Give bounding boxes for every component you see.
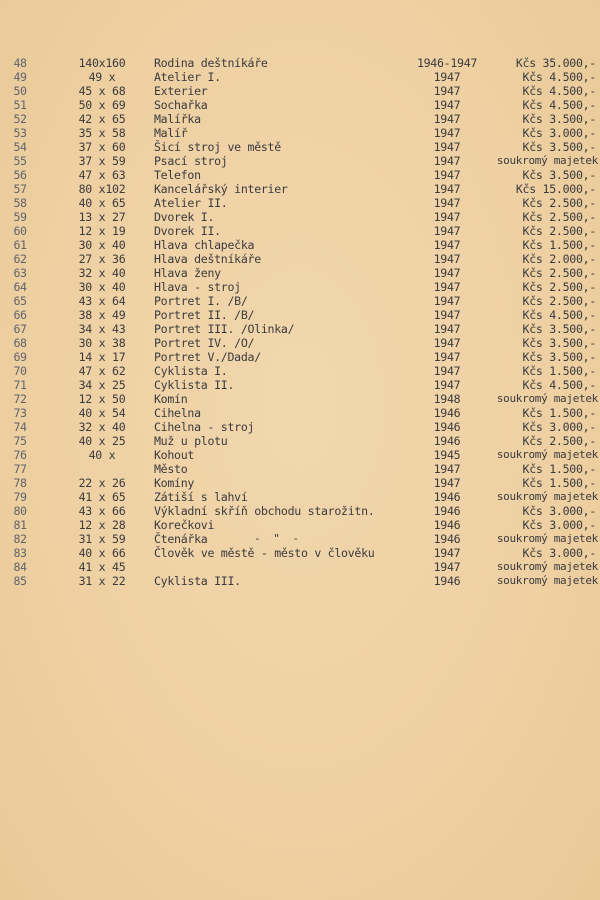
- item-price: Kčs 3.000,-: [522, 546, 596, 560]
- item-dimensions: 45 x 68: [78, 84, 126, 98]
- item-number: 80: [13, 504, 27, 518]
- item-price: Kčs 3.500,-: [522, 168, 596, 182]
- item-year: 1946: [433, 420, 461, 434]
- item-number: 77: [13, 462, 27, 476]
- item-price: soukromý majetek: [496, 490, 598, 503]
- list-item: [0, 280, 600, 294]
- item-year: 1946: [433, 434, 461, 448]
- item-title: Cyklista I.: [154, 364, 228, 378]
- item-price: Kčs 3.500,-: [522, 336, 596, 350]
- item-number: 73: [13, 406, 27, 420]
- item-title: Atelier I.: [154, 70, 221, 84]
- item-dimensions: 32 x 40: [78, 266, 126, 280]
- list-item: [0, 322, 600, 336]
- item-dimensions: 31 x 22: [78, 574, 126, 588]
- item-number: 68: [13, 336, 27, 350]
- item-price: Kčs 4.500,-: [522, 84, 596, 98]
- list-item: [0, 84, 600, 98]
- item-year: 1948: [433, 392, 461, 406]
- item-number: 57: [13, 182, 27, 196]
- item-dimensions: 50 x 69: [78, 98, 126, 112]
- item-price: Kčs 1.500,-: [522, 476, 596, 490]
- list-item: [0, 476, 600, 490]
- list-item: [0, 490, 600, 504]
- item-price: Kčs 2.500,-: [522, 280, 596, 294]
- item-number: 54: [13, 140, 27, 154]
- item-number: 64: [13, 280, 27, 294]
- item-title: Cihelna - stroj: [154, 420, 255, 434]
- item-title: Rodina deštníkáře: [154, 56, 268, 70]
- item-price: Kčs 4.500,-: [522, 98, 596, 112]
- item-number: 58: [13, 196, 27, 210]
- list-item: [0, 378, 600, 392]
- list-item: [0, 140, 600, 154]
- list-item: [0, 518, 600, 532]
- list-item: [0, 308, 600, 322]
- item-year: 1946: [433, 518, 461, 532]
- item-dimensions: 31 x 59: [78, 532, 126, 546]
- list-item: [0, 266, 600, 280]
- item-number: 67: [13, 322, 27, 336]
- item-dimensions: 38 x 49: [78, 308, 126, 322]
- item-price: Kčs 2.500,-: [522, 196, 596, 210]
- item-price: soukromý majetek: [496, 392, 598, 405]
- item-year: 1947: [433, 84, 461, 98]
- item-price: Kčs 2.500,-: [522, 294, 596, 308]
- item-year: 1947: [433, 364, 461, 378]
- item-number: 74: [13, 420, 27, 434]
- list-item: [0, 406, 600, 420]
- item-dimensions: 34 x 25: [78, 378, 126, 392]
- item-price: soukromý majetek: [496, 154, 598, 167]
- item-year: 1946: [433, 406, 461, 420]
- item-dimensions: 12 x 50: [78, 392, 126, 406]
- item-dimensions: 27 x 36: [78, 252, 126, 266]
- item-title: Psací stroj: [154, 154, 228, 168]
- item-number: 49: [13, 70, 27, 84]
- item-dimensions: 80 x102: [78, 182, 126, 196]
- item-year: 1947: [433, 336, 461, 350]
- item-title: Portret III. /Olinka/: [154, 322, 295, 336]
- list-item: [0, 462, 600, 476]
- item-year: 1947: [433, 210, 461, 224]
- item-year: 1946: [433, 504, 461, 518]
- item-price: Kčs 3.000,-: [522, 518, 596, 532]
- list-item: [0, 196, 600, 210]
- item-title: Výkladní skříň obchodu starožitn.: [154, 504, 375, 518]
- item-title: Čtenářka: [154, 532, 208, 546]
- item-title: Cihelna: [154, 406, 201, 420]
- item-title: Atelier II.: [154, 196, 228, 210]
- item-dimensions: 30 x 40: [78, 238, 126, 252]
- item-number: 48: [13, 56, 27, 70]
- item-dimensions: 22 x 26: [78, 476, 126, 490]
- item-title: Šicí stroj ve městě: [154, 140, 281, 154]
- item-year: 1946: [433, 532, 461, 546]
- item-year: 1946: [433, 490, 461, 504]
- list-item: [0, 252, 600, 266]
- list-item: [0, 336, 600, 350]
- list-item: [0, 70, 600, 84]
- list-item: [0, 182, 600, 196]
- item-year: 1947: [433, 280, 461, 294]
- item-year: 1946: [433, 574, 461, 588]
- item-dimensions: 43 x 64: [78, 294, 126, 308]
- item-year: 1947: [433, 196, 461, 210]
- item-number: 83: [13, 546, 27, 560]
- item-title: Hlava - stroj: [154, 280, 241, 294]
- item-dimensions: 40 x: [88, 448, 116, 462]
- item-year: 1947: [433, 168, 461, 182]
- item-dimensions: 40 x 54: [78, 406, 126, 420]
- item-number: 69: [13, 350, 27, 364]
- item-title: Malíř: [154, 126, 188, 140]
- list-item: [0, 98, 600, 112]
- item-price: Kčs 2.500,-: [522, 210, 596, 224]
- item-number: 50: [13, 84, 27, 98]
- item-number: 60: [13, 224, 27, 238]
- item-price: Kčs 1.500,-: [522, 364, 596, 378]
- list-item: [0, 448, 600, 462]
- item-title: Sochařka: [154, 98, 208, 112]
- item-dimensions: 34 x 43: [78, 322, 126, 336]
- item-price: Kčs 2.500,-: [522, 266, 596, 280]
- list-item: [0, 126, 600, 140]
- item-dimensions: 12 x 28: [78, 518, 126, 532]
- item-price: Kčs 3.000,-: [522, 126, 596, 140]
- item-dimensions: 13 x 27: [78, 210, 126, 224]
- item-dimensions: 14 x 17: [78, 350, 126, 364]
- item-number: 76: [13, 448, 27, 462]
- item-year: 1947: [433, 546, 461, 560]
- item-dimensions: 49 x: [88, 70, 116, 84]
- item-price: Kčs 3.500,-: [522, 350, 596, 364]
- item-year: 1947: [433, 378, 461, 392]
- item-price: Kčs 3.000,-: [522, 420, 596, 434]
- item-year: 1947: [433, 140, 461, 154]
- item-title: Dvorek II.: [154, 224, 221, 238]
- item-price: soukromý majetek: [496, 448, 598, 461]
- item-dimensions: 37 x 59: [78, 154, 126, 168]
- item-year: 1947: [433, 560, 461, 574]
- item-number: 81: [13, 518, 27, 532]
- item-price: soukromý majetek: [496, 560, 598, 573]
- item-title: Komín: [154, 392, 188, 406]
- item-title: Město: [154, 462, 188, 476]
- item-title: Cyklista II.: [154, 378, 235, 392]
- item-price: Kčs 4.500,-: [522, 378, 596, 392]
- item-year: 1947: [433, 350, 461, 364]
- item-price: Kčs 3.500,-: [522, 322, 596, 336]
- item-dimensions: 40 x 66: [78, 546, 126, 560]
- item-dimensions: 43 x 66: [78, 504, 126, 518]
- item-dimensions: 37 x 60: [78, 140, 126, 154]
- item-number: 75: [13, 434, 27, 448]
- item-year: 1947: [433, 294, 461, 308]
- list-item: [0, 350, 600, 364]
- item-dimensions: 40 x 25: [78, 434, 126, 448]
- item-price: Kčs 2.000,-: [522, 252, 596, 266]
- item-number: 59: [13, 210, 27, 224]
- item-dimensions: 47 x 62: [78, 364, 126, 378]
- item-title: Portret II. /B/: [154, 308, 255, 322]
- item-dimensions: 140x160: [78, 56, 126, 70]
- item-title: Kancelářský interier: [154, 182, 288, 196]
- item-price: Kčs 15.000,-: [515, 182, 596, 196]
- item-number: 52: [13, 112, 27, 126]
- item-year: 1947: [433, 252, 461, 266]
- item-year: 1947: [433, 266, 461, 280]
- item-dimensions: 35 x 58: [78, 126, 126, 140]
- item-year: 1947: [433, 308, 461, 322]
- item-price: Kčs 3.000,-: [522, 504, 596, 518]
- item-dimensions: 40 x 65: [78, 196, 126, 210]
- item-title: Telefon: [154, 168, 201, 182]
- item-year: 1947: [433, 476, 461, 490]
- item-number: 82: [13, 532, 27, 546]
- item-title: Portret IV. /O/: [154, 336, 255, 350]
- item-price: soukromý majetek: [496, 532, 598, 545]
- item-number: 71: [13, 378, 27, 392]
- ditto-mark: - " -: [254, 532, 303, 545]
- item-title: Korečkovi: [154, 518, 215, 532]
- item-dimensions: 47 x 63: [78, 168, 126, 182]
- item-price: Kčs 4.500,-: [522, 70, 596, 84]
- item-year: 1947: [433, 182, 461, 196]
- item-number: 78: [13, 476, 27, 490]
- item-number: 65: [13, 294, 27, 308]
- list-item: [0, 574, 600, 588]
- item-price: Kčs 4.500,-: [522, 308, 596, 322]
- item-number: 84: [13, 560, 27, 574]
- item-dimensions: 41 x 45: [78, 560, 126, 574]
- item-dimensions: 12 x 19: [78, 224, 126, 238]
- item-dimensions: 32 x 40: [78, 420, 126, 434]
- item-price: Kčs 2.500,-: [522, 434, 596, 448]
- item-year: 1947: [433, 98, 461, 112]
- list-item: [0, 224, 600, 238]
- item-number: 79: [13, 490, 27, 504]
- list-item: [0, 154, 600, 168]
- item-price: Kčs 1.500,-: [522, 406, 596, 420]
- item-year: 1947: [433, 154, 461, 168]
- item-price: Kčs 2.500,-: [522, 224, 596, 238]
- list-item: [0, 546, 600, 560]
- item-price: Kčs 1.500,-: [522, 462, 596, 476]
- item-number: 70: [13, 364, 27, 378]
- list-item: [0, 434, 600, 448]
- item-title: Hlava chlapečka: [154, 238, 255, 252]
- item-number: 63: [13, 266, 27, 280]
- item-price: soukromý majetek: [496, 574, 598, 587]
- item-number: 85: [13, 574, 27, 588]
- item-number: 61: [13, 238, 27, 252]
- item-price: Kčs 35.000,-: [515, 56, 596, 70]
- item-dimensions: 30 x 40: [78, 280, 126, 294]
- item-year: 1947: [433, 70, 461, 84]
- item-title: Portret V./Dada/: [154, 350, 261, 364]
- item-number: 51: [13, 98, 27, 112]
- item-title: Dvorek I.: [154, 210, 215, 224]
- item-title: Exterier: [154, 84, 208, 98]
- item-title: Člověk ve městě - město v člověku: [154, 546, 375, 560]
- item-title: Kohout: [154, 448, 195, 462]
- item-number: 66: [13, 308, 27, 322]
- item-title: Malířka: [154, 112, 201, 126]
- list-item: [0, 560, 600, 574]
- list-item: [0, 210, 600, 224]
- item-year: 1947: [433, 224, 461, 238]
- item-year: 1947: [433, 238, 461, 252]
- item-title: Cyklista III.: [154, 574, 241, 588]
- list-item: [0, 294, 600, 308]
- item-title: Hlava ženy: [154, 266, 221, 280]
- list-item: [0, 56, 600, 70]
- item-title: Zátiší s lahví: [154, 490, 248, 504]
- item-title: Muž u plotu: [154, 434, 228, 448]
- item-title: Portret I. /B/: [154, 294, 248, 308]
- item-dimensions: 30 x 38: [78, 336, 126, 350]
- item-year: 1947: [433, 322, 461, 336]
- item-number: 62: [13, 252, 27, 266]
- list-item: [0, 392, 600, 406]
- item-year: 1945: [433, 448, 461, 462]
- item-number: 55: [13, 154, 27, 168]
- item-year: 1947: [433, 462, 461, 476]
- item-number: 56: [13, 168, 27, 182]
- item-year: 1947: [433, 126, 461, 140]
- item-price: Kčs 3.500,-: [522, 112, 596, 126]
- list-item: [0, 504, 600, 518]
- list-item: [0, 238, 600, 252]
- item-number: 72: [13, 392, 27, 406]
- list-item: [0, 364, 600, 378]
- item-year: 1946-1947: [416, 56, 478, 70]
- item-price: Kčs 3.500,-: [522, 140, 596, 154]
- list-item: [0, 420, 600, 434]
- item-dimensions: 41 x 65: [78, 490, 126, 504]
- list-item: [0, 168, 600, 182]
- list-item: [0, 112, 600, 126]
- item-year: 1947: [433, 112, 461, 126]
- item-number: 53: [13, 126, 27, 140]
- item-price: Kčs 1.500,-: [522, 238, 596, 252]
- item-dimensions: 42 x 65: [78, 112, 126, 126]
- item-title: Komíny: [154, 476, 195, 490]
- item-title: Hlava deštníkáře: [154, 252, 261, 266]
